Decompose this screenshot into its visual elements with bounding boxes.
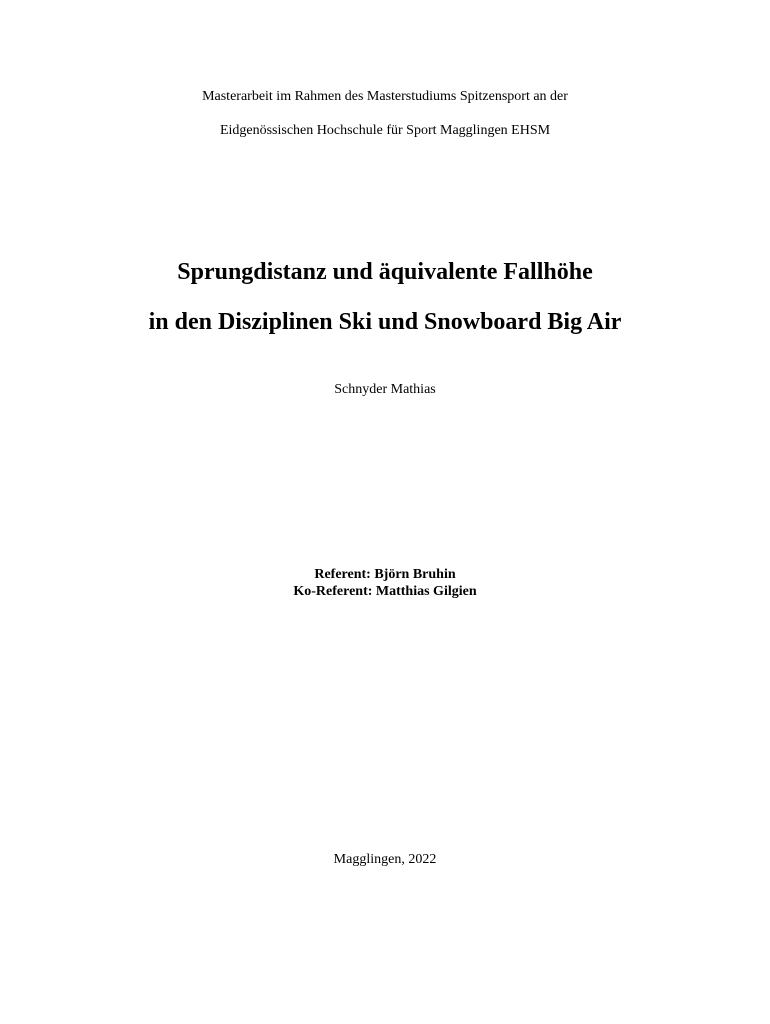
author-name: Schnyder Mathias — [334, 382, 436, 397]
co-referent: Ko-Referent: Matthias Gilgien — [293, 584, 477, 599]
program-description-line-2: Eidgenössischen Hochschule für Sport Magglingen EHSM — [219, 123, 551, 138]
thesis-title-line-2: in den Disziplinen Ski und Snowboard Big Air — [148, 309, 622, 335]
thesis-title-line-1: Sprungdistanz und äquivalente Fallhöhe — [177, 259, 593, 285]
referent: Referent: Björn Bruhin — [314, 567, 456, 582]
program-description-line-1: Masterarbeit im Rahmen des Masterstudiums Spitzensport an der — [202, 89, 568, 104]
place-and-date: Magglingen, 2022 — [333, 852, 437, 867]
